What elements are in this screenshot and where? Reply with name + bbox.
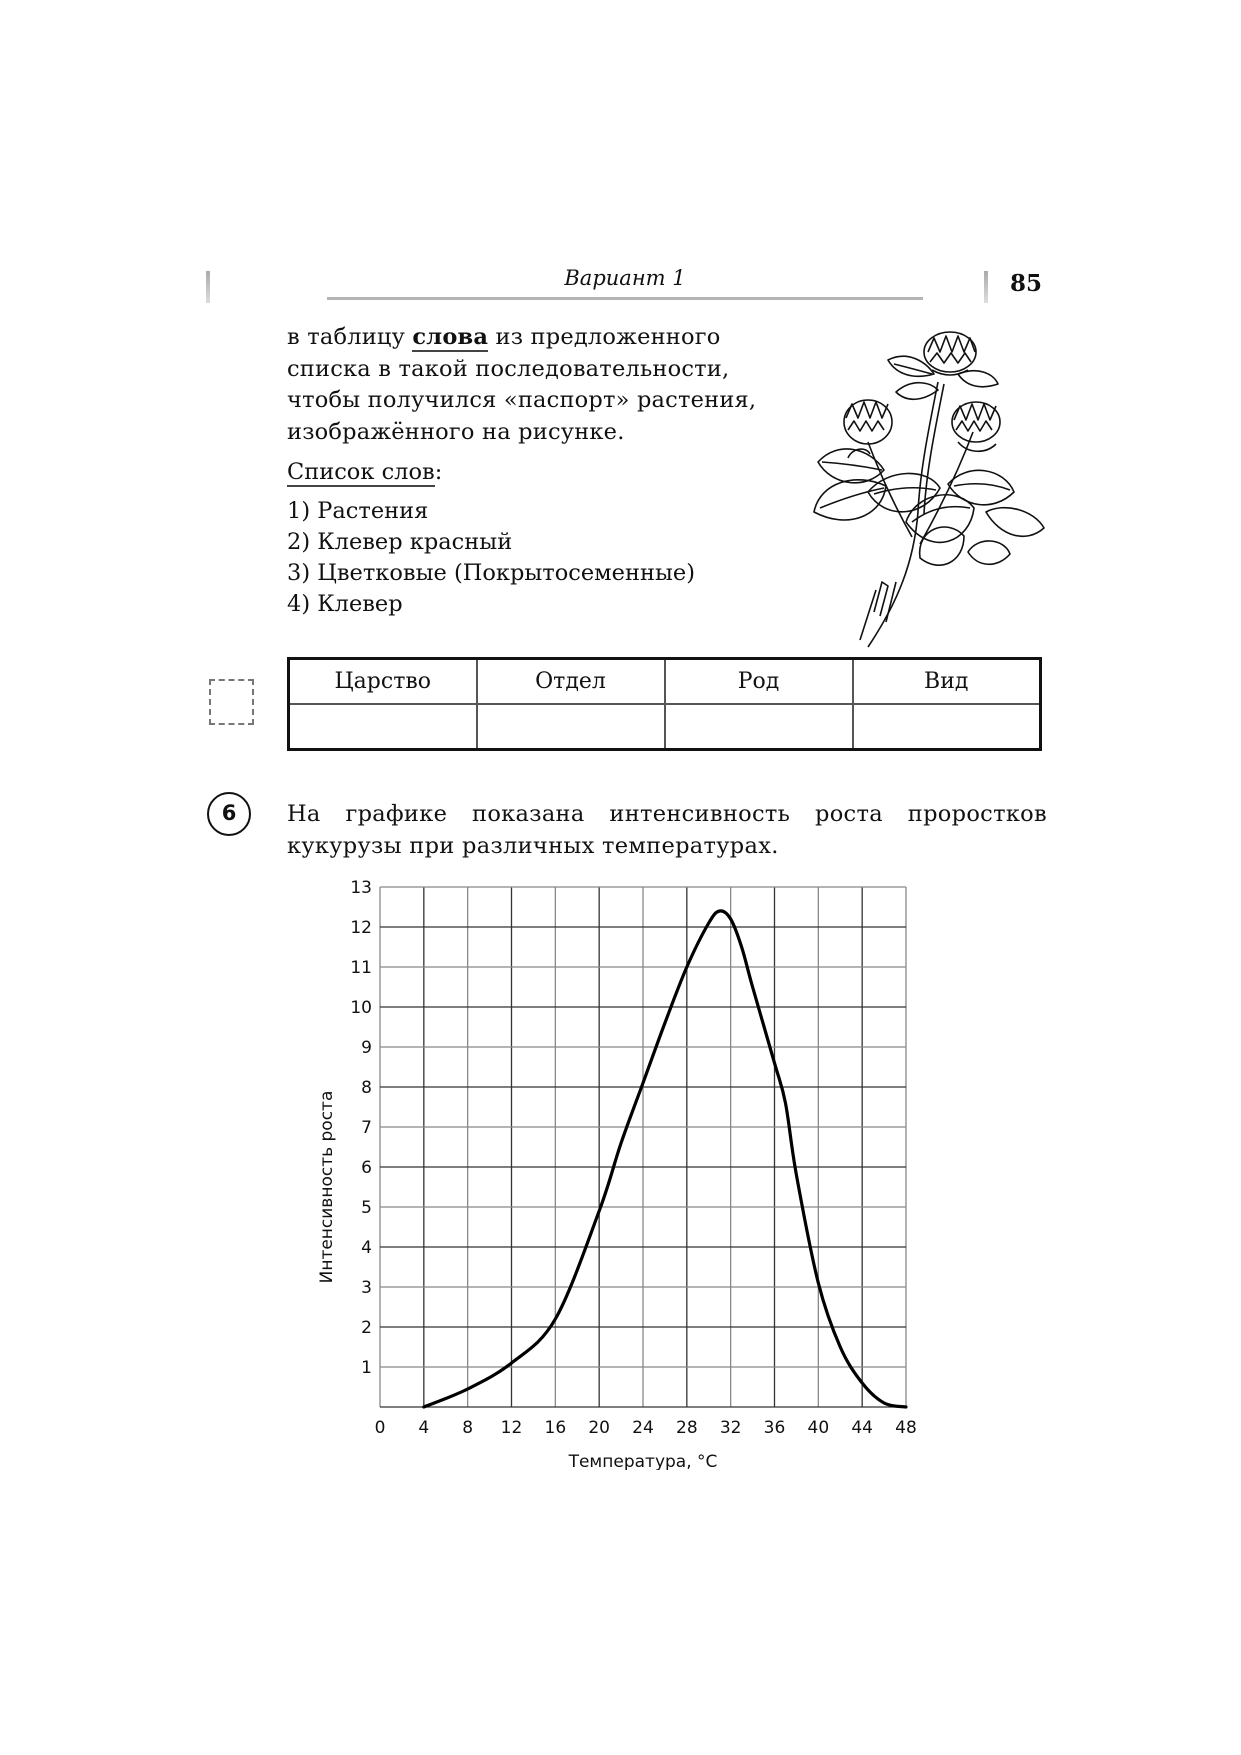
- table-answer-row: [289, 704, 1041, 750]
- flower-head-right: [952, 402, 1000, 451]
- chart-grid: [380, 887, 906, 1407]
- svg-text:36: 36: [763, 1418, 786, 1438]
- word-list-title: [287, 459, 442, 485]
- question-number-badge: 6: [207, 792, 251, 836]
- svg-text:10: 10: [350, 998, 372, 1018]
- word-list-title-colon: :: [434, 459, 443, 485]
- task5-intro: [287, 322, 807, 448]
- svg-text:0: 0: [374, 1418, 386, 1438]
- svg-text:28: 28: [676, 1418, 698, 1438]
- svg-text:3: 3: [361, 1278, 372, 1298]
- svg-text:24: 24: [632, 1418, 654, 1438]
- word-list: [287, 496, 695, 620]
- page-number: 85: [1010, 270, 1043, 297]
- svg-text:8: 8: [462, 1418, 474, 1438]
- flower-head-left: [844, 400, 892, 444]
- svg-text:12: 12: [500, 1418, 523, 1438]
- svg-text:16: 16: [544, 1418, 567, 1438]
- intro-text-2: из предложенного списка в такой последовательности, чтобы получился «паспорт» растения, изображённого на рисунке.: [287, 324, 757, 445]
- y-axis-ticks: [350, 878, 372, 1378]
- table-header-kingdom: Царство: [289, 659, 477, 705]
- svg-text:6: 6: [361, 1158, 372, 1178]
- intro-text-1: в таблицу: [287, 324, 413, 350]
- clover-illustration: [808, 322, 1046, 652]
- answer-cell-division[interactable]: [477, 704, 665, 750]
- svg-text:4: 4: [361, 1238, 372, 1258]
- table-header-species: Вид: [853, 659, 1041, 705]
- intro-bold-word: слова: [412, 324, 489, 350]
- answer-cell-species[interactable]: [853, 704, 1041, 750]
- x-axis-label: Температура, °C: [568, 1452, 718, 1470]
- list-item: 4) Клевер: [287, 591, 403, 617]
- y-axis-label: Интенсивность роста: [317, 1090, 337, 1284]
- svg-text:9: 9: [361, 1038, 372, 1058]
- word-list-title-text: Список слов: [287, 459, 435, 485]
- flower-head-top: [924, 332, 976, 375]
- svg-text:5: 5: [361, 1198, 372, 1218]
- answer-cell-kingdom[interactable]: [289, 704, 477, 750]
- svg-text:40: 40: [807, 1418, 830, 1438]
- header-marker-left: [206, 271, 210, 303]
- list-item: 1) Растения: [287, 498, 429, 524]
- question-text: На графике показана интенсивность роста проростков кукурузы при различных температурах.: [287, 801, 1047, 859]
- x-axis-ticks: [375, 1418, 917, 1438]
- growth-curve: [424, 911, 906, 1407]
- svg-text:13: 13: [350, 878, 372, 898]
- growth-chart: [300, 870, 940, 1470]
- svg-text:32: 32: [719, 1418, 742, 1438]
- svg-text:4: 4: [418, 1418, 430, 1438]
- answer-box[interactable]: [209, 679, 254, 725]
- table-header-row: [289, 659, 1041, 705]
- table-header-genus: Род: [665, 659, 853, 705]
- passport-table: [287, 657, 1042, 751]
- svg-text:11: 11: [350, 958, 372, 978]
- header-rule: [327, 297, 923, 300]
- svg-text:20: 20: [588, 1418, 610, 1438]
- svg-text:1: 1: [361, 1358, 372, 1378]
- header-title: Вариант 1: [564, 266, 686, 290]
- answer-cell-genus[interactable]: [665, 704, 853, 750]
- table-header-division: Отдел: [477, 659, 665, 705]
- svg-text:48: 48: [895, 1418, 917, 1438]
- svg-text:44: 44: [851, 1418, 873, 1438]
- svg-text:2: 2: [361, 1318, 372, 1338]
- header-marker-right: [984, 271, 988, 303]
- svg-text:12: 12: [350, 918, 372, 938]
- svg-text:8: 8: [361, 1078, 372, 1098]
- list-item: 3) Цветковые (Покрытосеменные): [287, 560, 695, 586]
- list-item: 2) Клевер красный: [287, 529, 513, 555]
- svg-text:7: 7: [361, 1118, 372, 1138]
